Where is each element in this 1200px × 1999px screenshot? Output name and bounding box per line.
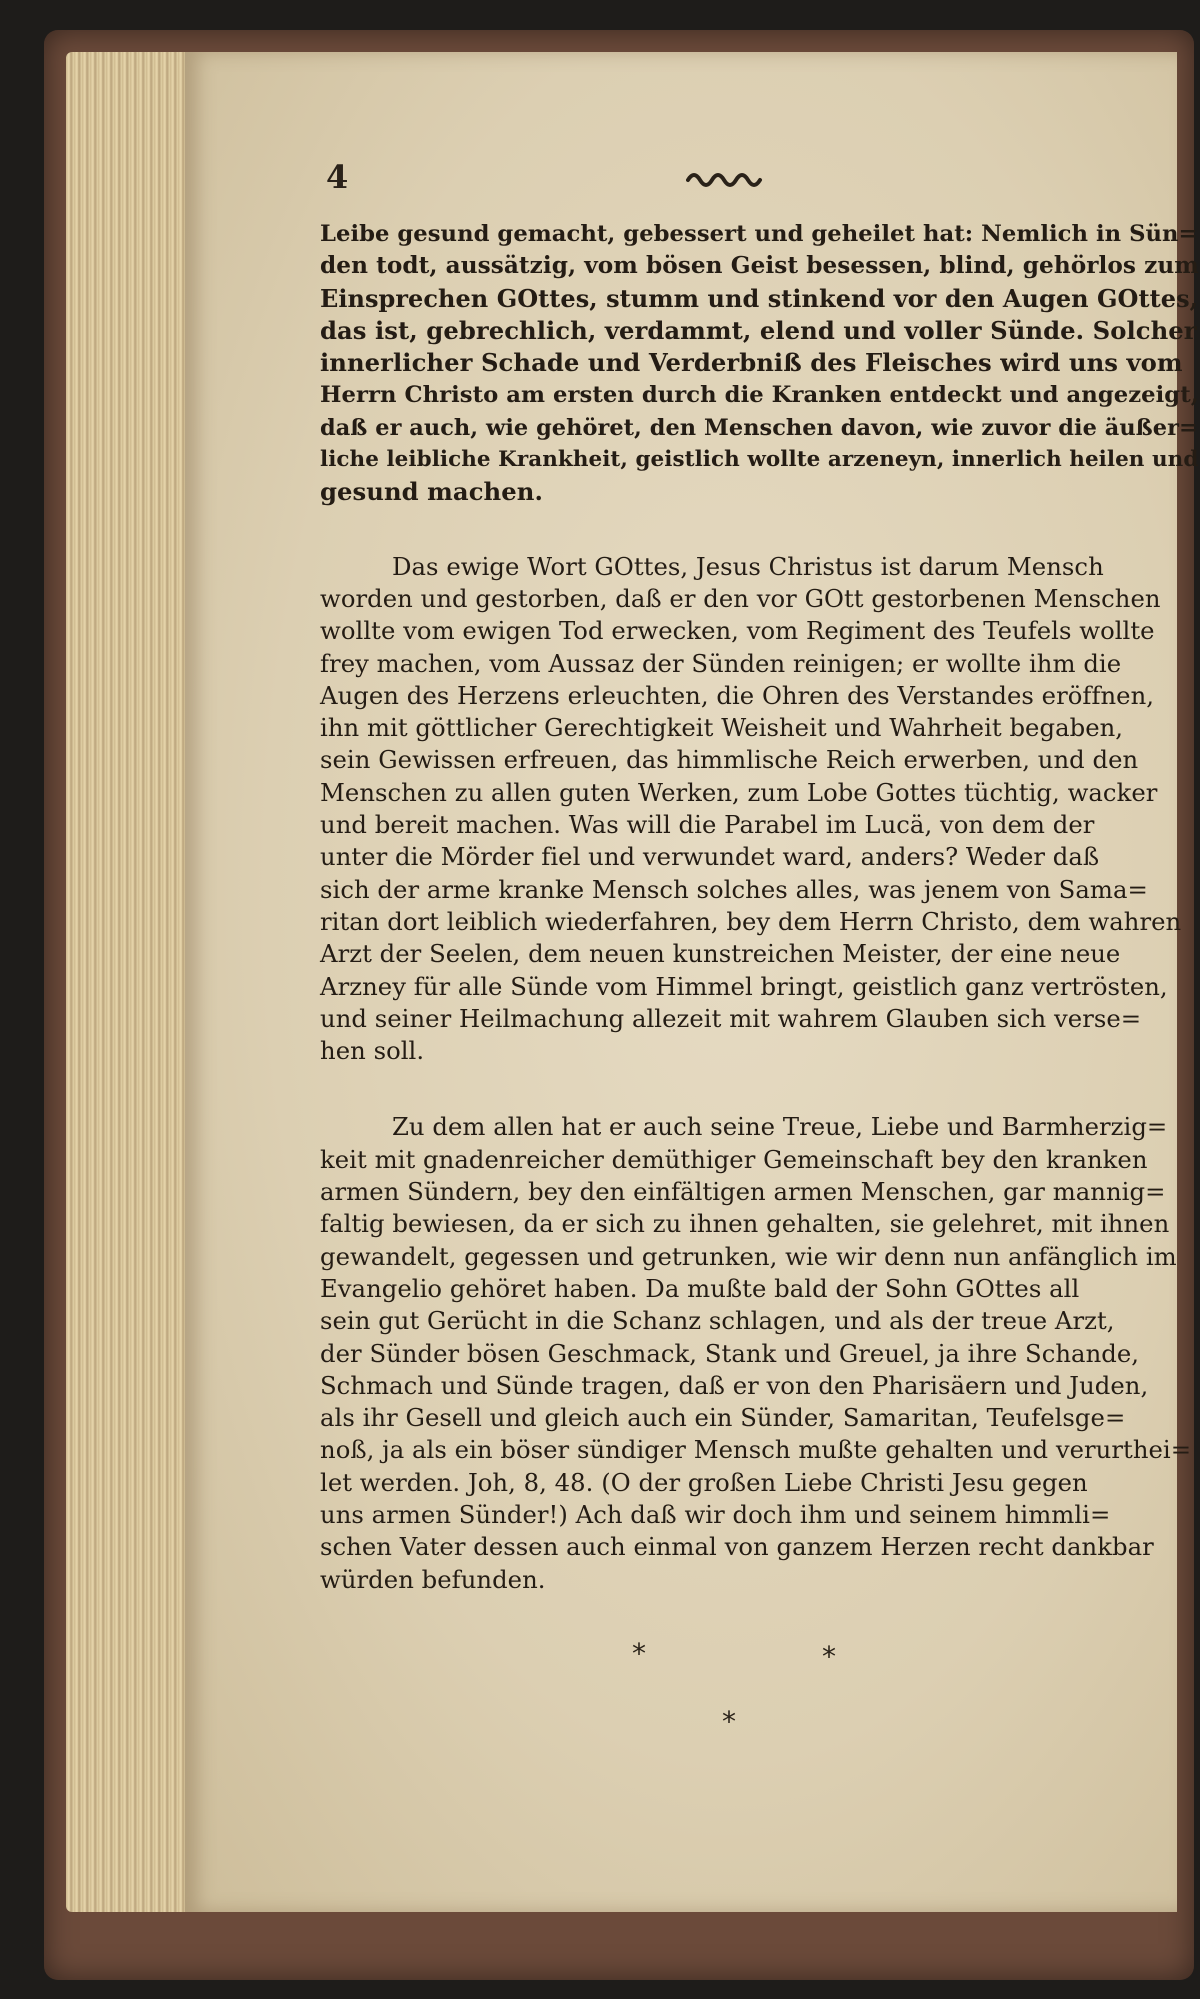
text-line: Einsprechen GOttes, stumm und stinkend vor den Augen GOttes, — [320, 283, 1199, 313]
asterisk: * — [822, 1640, 836, 1673]
text-line: faltig bewiesen, da er sich zu ihnen gehalten, sie gelehret, mit ihnen — [320, 1209, 1170, 1239]
text-line: noß, ja als ein böser sündiger Mensch mußte gehalten und verurthei= — [320, 1435, 1192, 1465]
text-line: sein Gewissen erfreuen, das himmlische Reich erwerben, und den — [320, 745, 1139, 775]
text-line: den todt, aussätzig, vom bösen Geist besessen, blind, gehörlos zum — [320, 252, 1199, 280]
body-text — [320, 218, 1200, 1596]
text-line: Herrn Christo am ersten durch die Kranken entdeckt und angezeigt, — [320, 382, 1199, 409]
text-line: Evangelio gehöret haben. Da mußte bald der Sohn GOttes all — [320, 1273, 1080, 1303]
text-line: als ihr Gesell und gleich auch ein Sünder, Samaritan, Teufelsge= — [320, 1403, 1126, 1433]
text-line: gewandelt, gegessen und getrunken, wie wir denn nun anfänglich im — [320, 1241, 1177, 1271]
text-line: uns armen Sünder!) Ach daß wir doch ihm und seinem himmli= — [320, 1499, 1111, 1529]
paragraph-1 — [320, 218, 1200, 509]
text-line: wollte vom ewigen Tod erwecken, vom Regiment des Teufels wollte — [320, 616, 1155, 646]
text-line: Arzt der Seelen, dem neuen kunstreichen Meister, der eine neue — [320, 939, 1121, 969]
text-line: hen soll. — [320, 1036, 425, 1066]
text-line: keit mit gnadenreicher demüthiger Gemeinschaft bey den kranken — [320, 1144, 1148, 1174]
text-line: der Sünder bösen Geschmack, Stank und Greuel, ja ihre Schande, — [320, 1338, 1140, 1368]
text-line: armen Sündern, bey den einfältigen armen Menschen, gar mannig= — [320, 1177, 1166, 1207]
text-line: unter die Mörder fiel und verwundet ward, anders? Weder daß — [320, 842, 1100, 872]
text-line: würden befunden. — [320, 1564, 546, 1594]
text-line: daß er auch, wie gehöret, den Menschen davon, wie zuvor die äußer= — [320, 414, 1198, 441]
page-header — [320, 158, 920, 198]
paragraph-3 — [320, 1111, 1200, 1595]
asterisk: * — [632, 1637, 646, 1670]
text-line: sich der arme kranke Mensch solches alles, was jenem von Sama= — [320, 874, 1148, 904]
text-line: ritan dort leiblich wiederfahren, bey dem Herrn Christo, dem wahren — [320, 906, 1182, 936]
text-line: let werden. Joh, 8, 48. (O der großen Liebe Christi Jesu gegen — [320, 1467, 1088, 1497]
text-line: Augen des Herzens erleuchten, die Ohren des Verstandes eröffnen, — [320, 680, 1155, 710]
text-line: schen Vater dessen auch einmal von ganzem Herzen recht dankbar — [320, 1532, 1154, 1562]
text-line: liche leibliche Krankheit, geistlich wollte arzeneyn, innerlich heilen und — [320, 447, 1199, 473]
text-line: Schmach und Sünde tragen, daß er von den Pharisäern und Juden, — [320, 1370, 1149, 1400]
text-line: Menschen zu allen guten Werken, zum Lobe Gottes tüchtig, wacker — [320, 777, 1158, 807]
page-edges — [66, 52, 186, 1912]
paragraph-2 — [320, 551, 1200, 1068]
asterisk: * — [722, 1705, 736, 1738]
page-number: 4 — [326, 158, 349, 196]
text-line: frey machen, vom Aussaz der Sünden reinigen; er wollte ihm die — [320, 648, 1122, 678]
text-line: Arzney für alle Sünde vom Himmel bringt, geistlich ganz vertrösten, — [320, 971, 1168, 1001]
text-line: und bereit machen. Was will die Parabel im Lucä, von dem der — [320, 810, 1095, 840]
text-line: das ist, gebrechlich, verdammt, elend und voller Sünde. Solcher — [320, 315, 1197, 345]
text-line: worden und gestorben, daß er den vor GOtt gestorbenen Menschen — [320, 583, 1161, 613]
text-line: innerlicher Schade und Verderbniß des Fleisches wird uns vom — [320, 348, 1183, 378]
text-line: Das ewige Wort GOttes, Jesus Christus ist darum Mensch — [392, 551, 1104, 581]
swash-ornament-icon — [686, 168, 766, 188]
text-line: Leibe gesund gemacht, gebessert und geheilet hat: Nemlich in Sün= — [320, 221, 1198, 247]
text-line: Zu dem allen hat er auch seine Treue, Liebe und Barmherzig= — [392, 1112, 1168, 1142]
text-line: und seiner Heilmachung allezeit mit wahrem Glauben sich verse= — [320, 1003, 1142, 1033]
text-line: sein gut Gerücht in die Schanz schlagen, und als der treue Arzt, — [320, 1306, 1115, 1336]
text-line: gesund machen. — [320, 477, 543, 507]
text-line: ihn mit göttlicher Gerechtigkeit Weisheit und Wahrheit begaben, — [320, 713, 1124, 743]
